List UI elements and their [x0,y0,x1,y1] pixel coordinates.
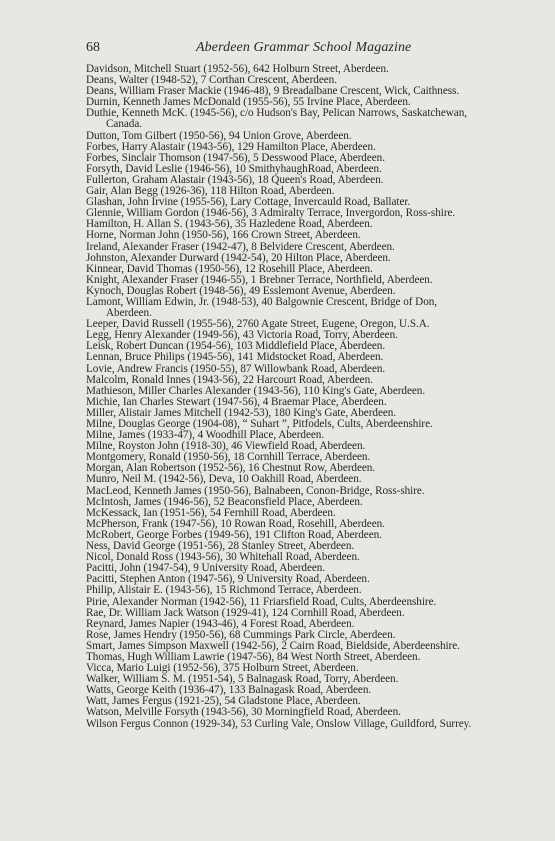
list-item: Michie, Ian Charles Stewart (1947-56), 4 Braemar Place, Aberdeen. [86,395,387,408]
list-item: Philip, Alistair E. (1943-56), 15 Richmond Terrace, Aberdeen. [86,584,362,597]
list-item: Gair, Alan Begg (1926-36), 118 Hilton Road, Aberdeen. [86,185,335,198]
running-title: Aberdeen Grammar School Magazine [196,40,412,55]
list-item: Kinnear, David Thomas (1950-56), 12 Rosehill Place, Aberdeen. [86,262,373,275]
address-list [86,64,476,730]
list-item: Duthie, Kenneth McK. (1945-56), c/o Hudson's Bay, Pelican Narrows, Saskatchewan, Canada. [86,107,467,131]
list-item: Milne, Royston John (1918-30), 46 Viewfield Road, Aberdeen. [86,440,366,453]
list-item: Durnin, Kenneth James McDonald (1955-56), 55 Irvine Place, Aberdeen. [86,96,411,109]
list-item: Glennie, William Gordon (1946-56), 3 Admiralty Terrace, Invergordon, Ross-shire. [86,207,456,220]
list-item: Pacitti, John (1947-54), 9 University Road, Aberdeen. [86,562,326,575]
list-item: Glashan, John Irvine (1955-56), Lary Cottage, Invercauld Road, Ballater. [86,196,411,209]
list-item: McPherson, Frank (1947-56), 10 Rowan Road, Rosehill, Aberdeen. [86,517,385,530]
list-item: Leeper, David Russell (1955-56), 2760 Agate Street, Eugene, Oregon, U.S.A. [86,318,430,331]
list-item: Legg, Henry Alexander (1949-56), 43 Victoria Road, Torry, Aberdeen. [86,329,398,342]
list-item: Hamilton, H. Allan S. (1943-56), 35 Hazledene Road, Aberdeen. [86,218,373,231]
list-item: McIntosh, James (1946-56), 52 Beaconsfield Place, Aberdeen. [86,495,363,508]
list-item: McRobert, George Forbes (1949-56), 191 Clifton Road, Aberdeen. [86,528,382,541]
list-item: Horne, Norman John (1950-56), 166 Crown Street, Aberdeen. [86,229,361,242]
list-item: Mathieson, Miller Charles Alexander (1943-56), 110 King's Gate, Aberdeen. [86,384,426,397]
list-item: Vicca, Mario Luigi (1952-56), 375 Holburn Street, Aberdeen. [86,662,359,675]
list-item: Milne, Douglas George (1904-08), “ Suhart ”, Pitfodels, Cults, Aberdeenshire. [86,418,433,430]
list-item: Wilson Fergus Connon (1929-34), 53 Curling Vale, Onslow Village, Guildford, Surrey. [86,717,472,730]
list-item: Dutton, Tom Gilbert (1950-56), 94 Union Grove, Aberdeen. [86,129,352,142]
list-item: Watt, James Fergus (1921-25), 54 Gladstone Place, Aberdeen. [86,695,361,708]
list-item: Malcolm, Ronald Innes (1943-56), 22 Harcourt Road, Aberdeen. [86,373,373,386]
list-item: Lennan, Bruce Philips (1945-56), 141 Midstocket Road, Aberdeen. [86,351,384,364]
list-item: Walker, William S. M. (1951-54), 5 Balnagask Road, Torry, Aberdeen. [86,673,399,686]
list-item: Thomas, Hugh William Lawrie (1947-56), 84 West North Street, Aberdeen. [86,650,421,663]
list-item: Ness, David George (1951-56), 28 Stanley Street, Aberdeen. [86,540,355,553]
list-item: Leisk, Robert Duncan (1954-56), 103 Middlefield Place, Aberdeen. [86,340,386,353]
list-item: Davidson, Mitchell Stuart (1952-56), 642 Holburn Street, Aberdeen. [86,63,389,75]
list-item: Milne, James (1933-47), 4 Woodhill Place, Aberdeen. [86,429,325,442]
list-item: Lamont, William Edwin, Jr. (1948-53), 40 Balgownie Crescent, Bridge of Don, Aberdeen. [86,295,438,320]
list-item: Johnston, Alexander Durward (1942-54), 20 Hilton Place, Aberdeen. [86,251,391,264]
list-item: Forbes, Sinclair Thomson (1947-56), 5 Desswood Place, Aberdeen. [86,151,385,164]
list-item: Smart, James Simpson Maxwell (1942-56), 2 Cairn Road, Bieldside, Aberdeenshire. [86,639,460,652]
list-item: Morgan, Alan Robertson (1952-56), 16 Chestnut Row, Aberdeen. [86,462,376,475]
list-item: Lovie, Andrew Francis (1950-55), 87 Willowbank Road, Aberdeen. [86,362,386,375]
page-number: 68 [86,40,100,55]
list-item: Pacitti, Stephen Anton (1947-56), 9 University Road, Aberdeen. [86,573,370,586]
list-item: Kynoch, Douglas Robert (1948-56), 49 Esslemont Avenue, Aberdeen. [86,284,396,297]
list-item: Munro, Neil M. (1942-56), Deva, 10 Oakhill Road, Aberdeen. [86,473,362,486]
list-item: Rae, Dr. William Jack Watson (1929-41), 124 Cornhill Road, Aberdeen. [86,606,405,619]
list-item: Nicol, Donald Ross (1943-56), 30 Whitehall Road, Aberdeen. [86,551,360,564]
list-item: Rose, James Hendry (1950-56), 68 Cummings Park Circle, Aberdeen. [86,628,396,641]
list-item: Miller, Alistair James Mitchell (1942-53), 180 King's Gate, Aberdeen. [86,406,397,419]
list-item: Forbes, Harry Alastair (1943-56), 129 Hamilton Place, Aberdeen. [86,140,376,153]
list-item: MacLeod, Kenneth James (1950-56), Balnabeen, Conon-Bridge, Ross-shire. [86,484,425,497]
list-item: Watson, Melville Forsyth (1943-56), 30 Morningfield Road, Aberdeen. [86,706,401,719]
list-item: Forsyth, David Leslie (1946-56), 10 SmithyhaughRoad, Aberdeen. [86,162,382,175]
list-item: Deans, William Fraser Mackie (1946-48), 9 Breadalbane Crescent, Wick, Caithness. [86,85,460,98]
list-item: Knight, Alexander Fraser (1946-55), 1 Brebner Terrace, Northfield, Aberdeen. [86,273,433,286]
list-item: Fullerton, Graham Alastair (1943-56), 18 Queen's Road, Aberdeen. [86,173,384,186]
list-item: Montgomery, Ronald (1950-56), 18 Cornhill Terrace, Aberdeen. [86,451,371,464]
list-item: Watts, George Keith (1936-47), 133 Balnagask Road, Aberdeen. [86,684,372,697]
list-item: Deans, Walter (1948-52), 7 Corthan Crescent, Aberdeen. [86,74,337,87]
list-item: McKessack, Ian (1951-56), 54 Fernhill Road, Aberdeen. [86,506,336,519]
list-item: Ireland, Alexander Fraser (1942-47), 8 Belvidere Crescent, Aberdeen. [86,240,395,253]
list-item: Reynard, James Napier (1943-46), 4 Forest Road, Aberdeen. [86,617,355,630]
list-item: Pirie, Alexander Norman (1942-56), 11 Friarsfield Road, Cults, Aberdeenshire. [86,595,437,608]
page-header [86,40,476,58]
